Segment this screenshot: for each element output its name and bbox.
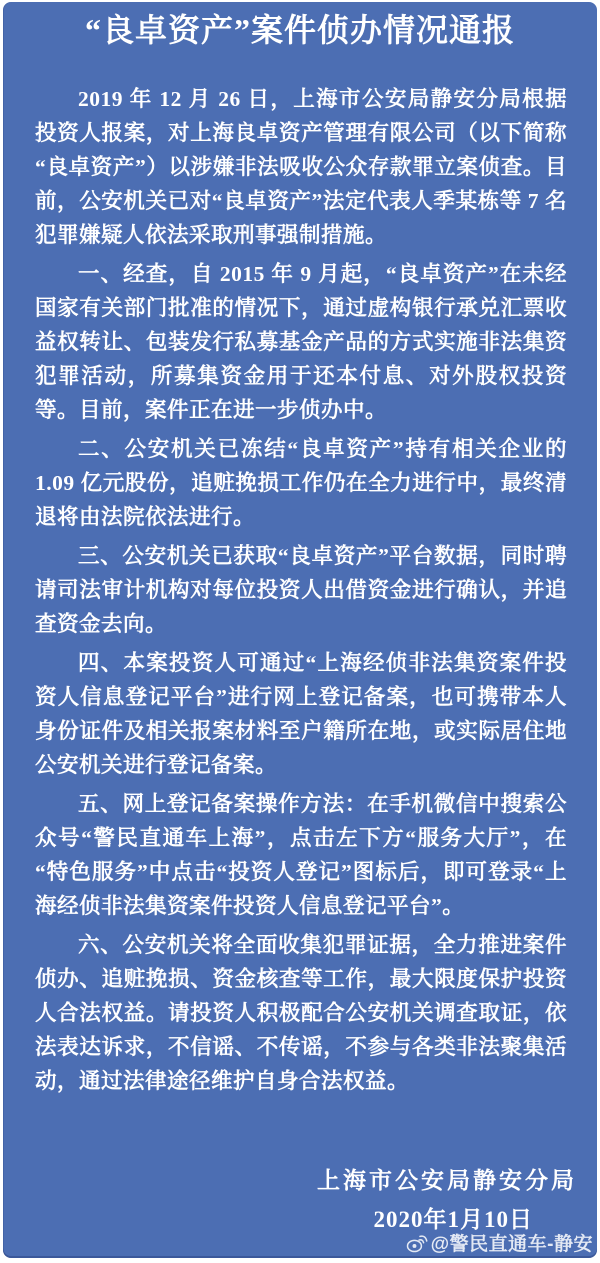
- issue-date: 2020年1月10日: [373, 1207, 533, 1232]
- signature-block: [3, 1166, 597, 1234]
- paragraph: 一、经查，自 2015 年 9 月起，“良卓资产”在未经国家有关部门批准的情况下，通过虚构银行承兑汇票收益权转让、包装发行私募基金产品的方式实施非法集资犯罪活动，所募集资金用于还本付息、对外股权投资等。目前，案件正在进一步侦办中。: [35, 262, 567, 422]
- notice-title: “良卓资产”案件侦办情况通报: [84, 12, 515, 48]
- paragraph: 六、公安机关将全面收集犯罪证据，全力推进案件侦办、追赃挽损、资金核查等工作，最大限度保护投资人合法权益。请投资人积极配合公安机关调查取证，依法表达诉求，不信谣、不传谣，不参与各类非法聚集活动，通过法律途径维护自身合法权益。: [35, 933, 567, 1093]
- paragraph: 三、公安机关已获取“良卓资产”平台数据，同时聘请司法审计机构对每位投资人出借资金进行确认，并追查资金去向。: [35, 544, 567, 636]
- paragraph: 四、本案投资人可通过“上海经侦非法集资案件投资人信息登记平台”进行网上登记备案，也可携带本人身份证件及相关报案材料至户籍所在地，或实际居住地公安机关进行登记备案。: [35, 651, 567, 777]
- issuing-authority: 上海市公安局静安分局: [317, 1168, 577, 1193]
- notice-document: [3, 2, 597, 1258]
- paragraph-list: [35, 82, 567, 1098]
- paragraph: 五、网上登记备案操作方法：在手机微信中搜索公众号“警民直通车上海”，点击左下方“服务大厅”，在“特色服务”中点击“投资人登记”图标后，即可登录“上海经侦非法集资案件投资人信息登记平台”。: [35, 792, 567, 918]
- weibo-icon: [406, 1232, 428, 1254]
- weibo-watermark: [406, 1229, 593, 1256]
- paragraph: 二、公安机关已冻结“良卓资产”持有相关企业的 1.09 亿元股份，追赃挽损工作仍在全力进行中，最终清退将由法院依法进行。: [35, 437, 567, 529]
- paragraph: 2019 年 12 月 26 日，上海市公安局静安分局根据投资人报案，对上海良卓资产管理有限公司（以下简称“良卓资产”）以涉嫌非法吸收公众存款罪立案侦查。目前，公安机关已对“良卓资产”法定代表人季某栋等 7 名犯罪嫌疑人依法采取刑事强制措施。: [35, 87, 567, 247]
- watermark-text: @警民直通车-静安: [430, 1234, 593, 1255]
